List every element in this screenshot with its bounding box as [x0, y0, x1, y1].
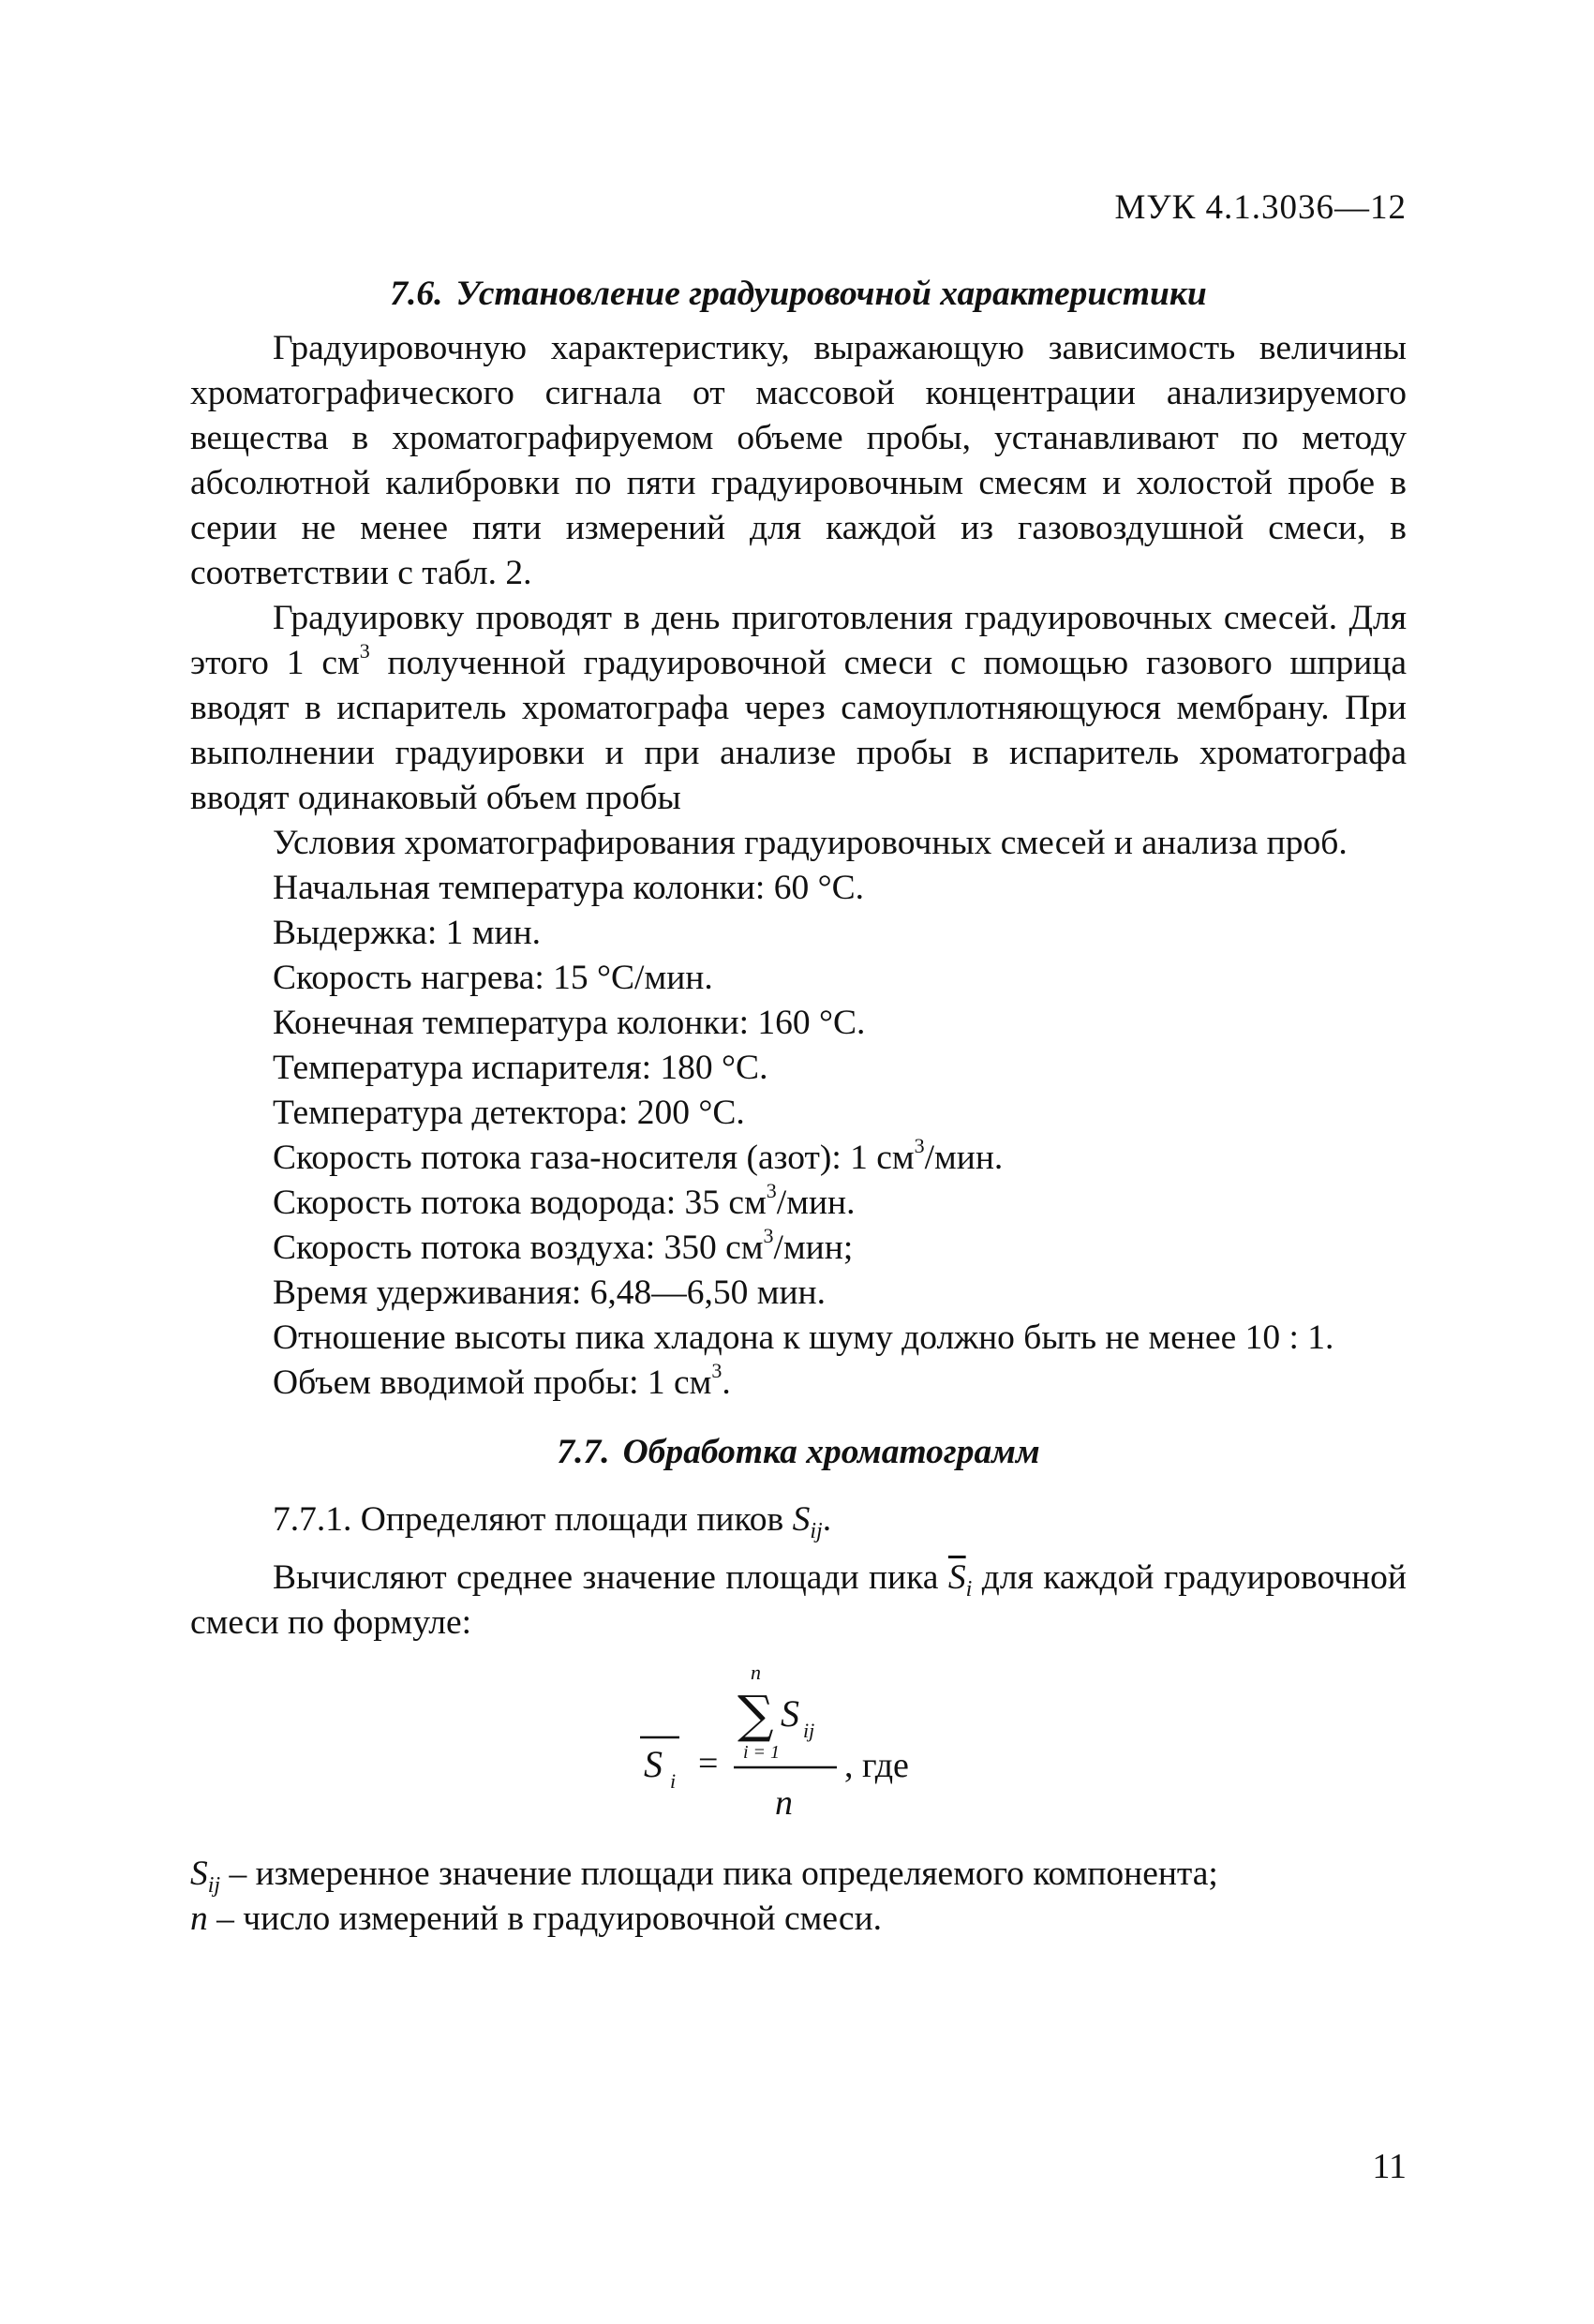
superscript: 3 — [711, 1358, 723, 1382]
page-content — [190, 272, 1407, 1942]
paragraph-calibration-characteristic: Градуировочную характеристику, выражающую зависимость величины хроматографического сигнала от массовой концентрации анализируемого вещества в хроматографируемом объеме пробы, устанавливают по методу абсолютной калибровки по пяти градуировочным смесям и холостой пробе в серии не менее пяти измерений для каждой из газовоздушной смеси, в соответствии с табл. 2. — [190, 329, 1407, 592]
variable-n: n — [190, 1899, 208, 1938]
section-title: Установление градуировочной характеристики — [455, 275, 1207, 313]
condition-final-temperature: Конечная температура колонки: 160 °С. — [273, 1004, 866, 1042]
paragraph-text: Градуировку проводят в день приготовления градуировочных смесей. Для этого 1 см — [190, 599, 1407, 682]
paragraph-mean-area — [190, 1556, 1407, 1646]
paragraph-text: Вычисляют среднее значение площади пика — [273, 1558, 948, 1597]
superscript: 3 — [359, 638, 370, 663]
paragraph-text: полученной градуировочной смеси с помощью газового шприца вводят в испаритель хроматографа через самоуплотняющуюся мембрану. При выполнении градуировки и при анализе пробы в испаритель хроматографа вводят одинаковый объем пробы — [190, 644, 1408, 817]
condition-air-flow — [190, 1223, 1407, 1271]
definition-text: – число измерений в градуировочной смеси. — [207, 1899, 883, 1938]
condition-text: /мин; — [773, 1229, 854, 1267]
condition-text: /мин. — [776, 1184, 856, 1222]
section-title: Обработка хроматограмм — [622, 1433, 1040, 1471]
condition-text: Скорость потока водорода: 35 см — [273, 1184, 767, 1222]
condition-hydrogen-flow — [190, 1178, 1407, 1226]
condition-heating-rate: Скорость нагрева: 15 °С/мин. — [273, 959, 713, 997]
numerator-subscript: ij — [803, 1719, 815, 1742]
lhs-variable: S — [644, 1743, 663, 1785]
condition-text: /мин. — [924, 1139, 1004, 1177]
sum-lower-limit: i = 1 — [743, 1742, 781, 1763]
section-number: 7.6. — [390, 275, 443, 313]
numerator-variable: S — [781, 1692, 799, 1735]
section-number: 7.7. — [557, 1433, 610, 1471]
paragraph-peak-areas — [190, 1497, 1407, 1542]
page-number: 11 — [1372, 2147, 1407, 2186]
superscript: 3 — [914, 1133, 925, 1157]
formula-graphic — [640, 1655, 1165, 1842]
sum-upper-limit: n — [751, 1661, 761, 1684]
condition-signal-to-noise: Отношение высоты пика хладона к шуму должно быть не менее 10 : 1. — [273, 1318, 1334, 1357]
paragraph-text: 7.7.1. Определяют площади пиков — [273, 1500, 793, 1539]
condition-hold-time: Выдержка: 1 мин. — [273, 914, 542, 952]
subscript: ij — [810, 1519, 823, 1543]
variable-s: S — [190, 1855, 208, 1893]
superscript: 3 — [766, 1178, 777, 1202]
condition-text: Скорость потока газа-носителя (азот): 1 см — [273, 1139, 915, 1177]
definition-n — [190, 1897, 1407, 1942]
paragraph-conditions-intro: Условия хроматографирования градуировочных смесей и анализа проб. — [273, 824, 1348, 862]
condition-detector-temperature: Температура детектора: 200 °С. — [273, 1094, 745, 1132]
formula-suffix: , где — [844, 1746, 909, 1785]
condition-retention-time: Время удерживания: 6,48—6,50 мин. — [273, 1274, 827, 1312]
variable-s: S — [792, 1500, 811, 1539]
condition-text: Скорость потока воздуха: 350 см — [273, 1229, 764, 1267]
definition-s-ij — [190, 1852, 1407, 1897]
definition-text: – измеренное значение площади пика определяемого компонента; — [220, 1855, 1218, 1893]
equals-sign: = — [698, 1744, 719, 1783]
mean-area-formula — [190, 1655, 1407, 1842]
section-heading-7-7 — [190, 1430, 1407, 1475]
paragraph-text: . — [822, 1500, 832, 1539]
superscript: 3 — [763, 1223, 774, 1247]
sum-sign: ∑ — [737, 1685, 774, 1744]
condition-initial-temperature: Начальная температура колонки: 60 °С. — [273, 869, 864, 907]
condition-carrier-gas-flow — [190, 1133, 1407, 1181]
subscript: i — [965, 1577, 973, 1601]
condition-injection-volume — [190, 1358, 1407, 1406]
document-code: МУК 4.1.3036—12 — [1114, 188, 1407, 227]
condition-text: . — [722, 1363, 731, 1402]
lhs-subscript: i — [670, 1769, 677, 1793]
variable-s-bar: $\overline{S}$ — [947, 1558, 966, 1597]
subscript: ij — [207, 1873, 221, 1898]
paragraph-text: для каждой градуировочной смеси по формуле: — [190, 1558, 1407, 1642]
condition-text: Объем вводимой пробы: 1 см — [273, 1363, 712, 1402]
denominator: n — [775, 1783, 793, 1823]
condition-evaporator-temperature: Температура испарителя: 180 °С. — [273, 1049, 768, 1087]
paragraph-calibration-procedure — [190, 596, 1407, 821]
section-heading-7-6 — [190, 272, 1407, 317]
